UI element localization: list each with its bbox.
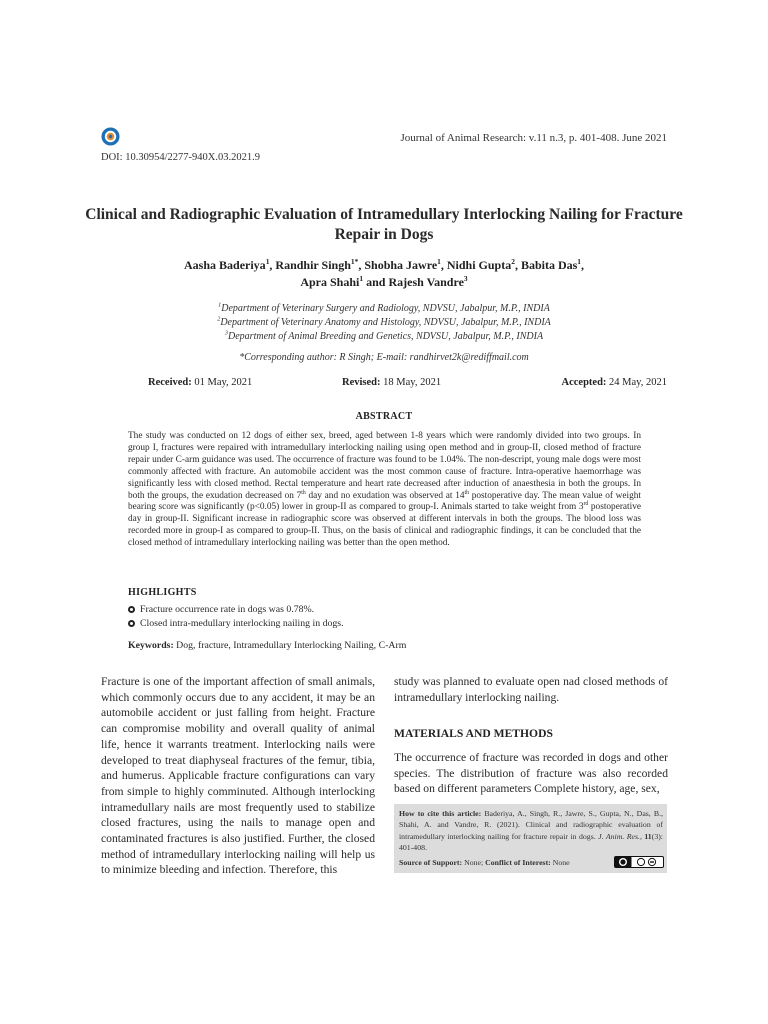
author: Babita Das — [520, 258, 578, 272]
intro-paragraph-continued: study was planned to evaluate open nad closed methods of intramedullary interlocking nailing. — [394, 675, 668, 704]
abstract-text: The study was conducted on 12 dogs of either sex, breed, aged between 1-8 years which were randomly divided into two groups. In group I, fractures were repaired with intramedullary interlocking nailing using open method and in group-II, closed method of fracture repair under C-arm guidance was used. The occurrence of fracture was found to be 1.04%. The non-descript, young male dogs were most commonly affected with fracture. An automobile accident was the most common cause of fracture. Intra-operative haemorrhage was significantly less with closed method. Rectal temperature and heart rate decreased after induction of anaesthesia in both the groups. In both the groups, the exudation decreased on 7th day and no exudation was observed at 14th postoperative day. The mean value of weight bearing score was significantly (p<0.05) lower in group-II as compared to group-I. Animals started to take weight from 3rd postoperative day in group-II. Significant increase in radiographic score was observed at different intervals in both the groups. The blood loss was recorded more in group-I as compared to group-II. Thus, on the basis of clinical and radiographic findings, it can be concluded that the closed method of intramedullary interlocking nailing was better than the open method. — [128, 431, 641, 549]
abstract-heading: ABSTRACT — [355, 411, 413, 422]
citation-text: How to cite this article: Baderiya, A., Singh, R., Jawre, S., Gupta, N., Das, B., Shahi, A. and Vandre, R. (2021). Clinical and radiographic evaluation of intramedullary interlocking nailing for fracture repair in dogs. J. Anim. Res., 11(3): 401-408. — [399, 809, 663, 852]
keywords: Keywords: Dog, fracture, Intramedullary Interlocking Nailing, C-Arm — [128, 640, 407, 651]
corresponding-author: *Corresponding author: R Singh; E-mail: randhirvet2k@rediffmail.com — [239, 352, 529, 363]
journal-logo-icon — [101, 127, 120, 146]
creative-commons-license-icon — [614, 856, 664, 868]
affiliation: $^1$Department of Veterinary Surgery and Radiology, NDVSU, Jabalpur, M.P., INDIA — [218, 301, 550, 314]
article-title: Clinical and Radiographic Evaluation of Intramedullary Interlocking Nailing for Fracture Repair in Dogs — [85, 206, 683, 243]
author: Apra Shahi — [300, 275, 360, 289]
bullet-icon — [128, 606, 135, 613]
intro-paragraph: Fracture is one of the important affection of small animals, which commonly occurs due to any accident, it may be an automobile accident or just falling from height. Fracture can compromise mobility and overall quality of animal life, hence it warrants treatment. Interlocking nails were developed to treat diaphyseal fractures of the femur, tibia, and humerus. Applicable fracture configurations can vary from simple to highly comminuted. Although interlocking intramedullary nails are most frequently used to stabilize closed fractures, using the nails to manage open and contaminated fractures is also justified. Further, the closed method of intramedullary interlocking nailing will help us to minimize bleeding and infection. Therefore, this — [101, 675, 375, 877]
highlight-item: Closed intra-medullary interlocking nailing in dogs. — [128, 618, 344, 629]
author: Shobha Jawre — [364, 258, 438, 272]
affiliation: $^2$Department of Veterinary Anatomy and Histology, NDVSU, Jabalpur, M.P., INDIA — [217, 315, 551, 328]
accepted-date: Accepted: 24 May, 2021 — [561, 377, 667, 388]
methods-paragraph: The occurrence of fracture was recorded in dogs and other species. The distribution of fracture was also recorded based on different parameters Complete history, age, sex, — [394, 751, 668, 796]
author: Randhir Singh — [275, 258, 351, 272]
revised-date: Revised: 18 May, 2021 — [342, 377, 442, 388]
journal-reference: Journal of Animal Research: v.11 n.3, p. 401-408. June 2021 — [400, 132, 667, 144]
author: Nidhi Gupta — [446, 258, 512, 272]
bullet-icon — [128, 620, 135, 627]
author: Aasha Baderiya — [184, 258, 266, 272]
highlight-item: Fracture occurrence rate in dogs was 0.78%. — [128, 604, 314, 615]
section-heading: MATERIALS AND METHODS — [394, 727, 553, 740]
affiliation: $^3$Department of Animal Breeding and Genetics, NDVSU, Jabalpur, M.P., INDIA — [224, 329, 544, 342]
doi: DOI: 10.30954/2277-940X.03.2021.9 — [101, 152, 260, 163]
highlights-heading: HIGHLIGHTS — [128, 587, 197, 598]
author: Rajesh Vandre — [388, 275, 464, 289]
support-conflict-line: Source of Support: None; Conflict of Interest: None — [399, 858, 570, 867]
received-date: Received: 01 May, 2021 — [148, 377, 253, 388]
author-list: Aasha Baderiya$^1$, Randhir Singh$^{1*}$, Shobha Jawre$^1$, Nidhi Gupta$^2$, Babita Das$^1$, Apra Shahi$^1$ and Rajesh Vandre$^3$ — [184, 257, 584, 289]
